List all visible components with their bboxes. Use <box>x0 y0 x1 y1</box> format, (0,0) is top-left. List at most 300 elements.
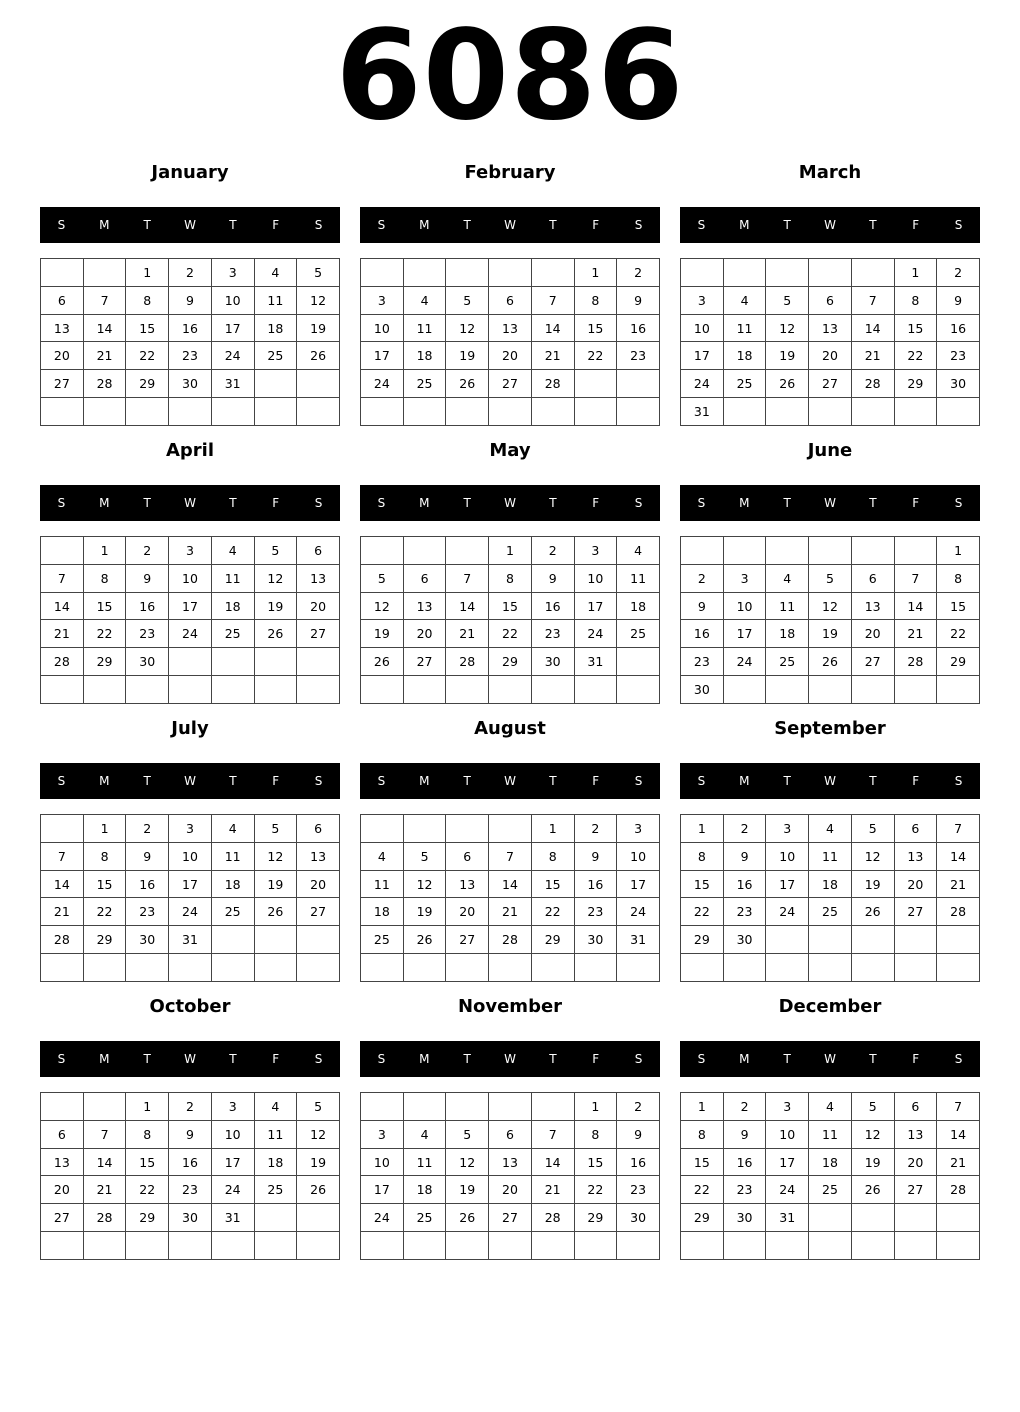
day-cell: 10 <box>766 842 809 870</box>
day-cell: 26 <box>851 898 894 926</box>
day-cell: 12 <box>254 564 297 592</box>
week-row <box>681 620 980 648</box>
week-row <box>41 342 340 370</box>
day-cell: 7 <box>489 842 532 870</box>
day-cell: 26 <box>297 342 340 370</box>
weekday-label: W <box>504 218 516 232</box>
day-cell: 2 <box>723 815 766 843</box>
week-row <box>361 592 660 620</box>
day-cell <box>361 954 404 982</box>
day-cell <box>403 259 446 287</box>
day-cell: 28 <box>83 370 126 398</box>
day-cell <box>169 1232 212 1260</box>
weekday-label: W <box>184 218 196 232</box>
day-cell: 6 <box>403 564 446 592</box>
day-cell: 23 <box>617 342 660 370</box>
week-row <box>41 1204 340 1232</box>
month-name: January <box>151 162 229 183</box>
day-cell <box>297 1232 340 1260</box>
day-cell: 14 <box>851 314 894 342</box>
day-cell: 31 <box>766 1204 809 1232</box>
day-cell: 16 <box>169 1148 212 1176</box>
weekday-label: M <box>739 496 750 510</box>
day-cell: 22 <box>681 898 724 926</box>
day-cell: 15 <box>937 592 980 620</box>
day-cell: 9 <box>937 286 980 314</box>
day-cell <box>531 954 574 982</box>
day-cell: 18 <box>766 620 809 648</box>
day-cell: 16 <box>937 314 980 342</box>
weekday-label: T <box>869 1052 877 1066</box>
day-cell: 28 <box>531 370 574 398</box>
weekday-label: T <box>463 774 471 788</box>
day-cell: 24 <box>766 1176 809 1204</box>
day-cell: 10 <box>681 314 724 342</box>
week-row <box>41 815 340 843</box>
weekday-label: S <box>954 496 963 510</box>
weekday-label: F <box>272 218 280 232</box>
weekday-label: S <box>697 218 706 232</box>
day-cell: 11 <box>361 870 404 898</box>
day-cell: 2 <box>617 1093 660 1121</box>
day-cell: 8 <box>489 564 532 592</box>
day-cell: 20 <box>41 342 84 370</box>
day-cell: 28 <box>851 370 894 398</box>
day-cell: 10 <box>211 1120 254 1148</box>
day-cell: 9 <box>617 1120 660 1148</box>
day-cell <box>361 537 404 565</box>
day-cell <box>617 676 660 704</box>
day-cell: 6 <box>894 1093 937 1121</box>
day-cell: 3 <box>361 286 404 314</box>
week-row <box>681 370 980 398</box>
day-cell: 19 <box>446 342 489 370</box>
weekday-header <box>680 485 980 521</box>
month-september <box>680 718 980 988</box>
week-row <box>681 648 980 676</box>
day-cell: 30 <box>723 1204 766 1232</box>
day-cell: 30 <box>126 648 169 676</box>
day-cell <box>809 1232 852 1260</box>
day-cell: 11 <box>403 1148 446 1176</box>
day-cell: 3 <box>169 815 212 843</box>
day-cell <box>894 676 937 704</box>
month-april <box>40 440 340 710</box>
day-cell: 4 <box>723 286 766 314</box>
month-name: March <box>798 162 862 183</box>
day-cell <box>403 954 446 982</box>
day-cell <box>126 1232 169 1260</box>
day-cell: 5 <box>446 286 489 314</box>
weekday-label: T <box>463 1052 471 1066</box>
weekday-label: W <box>504 1052 516 1066</box>
day-cell: 29 <box>681 1204 724 1232</box>
day-cell: 21 <box>83 1176 126 1204</box>
day-cell <box>894 954 937 982</box>
day-cell: 2 <box>126 537 169 565</box>
day-cell: 2 <box>169 1093 212 1121</box>
day-cell: 21 <box>446 620 489 648</box>
day-cell: 19 <box>297 1148 340 1176</box>
day-cell: 13 <box>809 314 852 342</box>
day-cell <box>574 676 617 704</box>
day-cell <box>489 954 532 982</box>
week-row <box>361 398 660 426</box>
day-cell <box>766 537 809 565</box>
day-cell <box>83 1093 126 1121</box>
weekday-label: S <box>57 774 66 788</box>
day-cell: 22 <box>574 1176 617 1204</box>
week-row <box>41 676 340 704</box>
day-cell <box>41 815 84 843</box>
day-cell: 18 <box>617 592 660 620</box>
day-cell: 13 <box>297 564 340 592</box>
day-cell <box>126 954 169 982</box>
weekday-label: W <box>824 218 836 232</box>
day-cell <box>211 648 254 676</box>
weekday-label: S <box>377 1052 386 1066</box>
day-cell: 2 <box>531 537 574 565</box>
day-cell: 11 <box>254 286 297 314</box>
day-cell: 25 <box>254 342 297 370</box>
day-cell <box>894 926 937 954</box>
day-cell: 27 <box>489 370 532 398</box>
day-cell: 28 <box>937 898 980 926</box>
day-cell: 10 <box>361 314 404 342</box>
week-row <box>681 898 980 926</box>
day-cell: 10 <box>766 1120 809 1148</box>
day-cell <box>169 676 212 704</box>
weekday-label: T <box>229 1052 237 1066</box>
day-cell: 7 <box>531 1120 574 1148</box>
day-cell <box>211 1232 254 1260</box>
day-cell: 27 <box>809 370 852 398</box>
weekday-label: S <box>697 774 706 788</box>
day-cell <box>361 398 404 426</box>
week-row <box>41 286 340 314</box>
day-cell: 14 <box>41 870 84 898</box>
day-cell: 10 <box>169 842 212 870</box>
day-cell <box>809 398 852 426</box>
day-cell: 13 <box>446 870 489 898</box>
day-cell: 27 <box>446 926 489 954</box>
day-cell: 6 <box>809 286 852 314</box>
month-name: June <box>807 440 853 461</box>
day-cell: 20 <box>403 620 446 648</box>
day-cell: 30 <box>531 648 574 676</box>
weekday-label: W <box>504 496 516 510</box>
day-cell: 15 <box>83 870 126 898</box>
day-cell <box>809 926 852 954</box>
day-cell: 14 <box>894 592 937 620</box>
day-cell: 13 <box>41 1148 84 1176</box>
day-cell: 9 <box>169 286 212 314</box>
day-cell: 14 <box>531 314 574 342</box>
day-cell: 12 <box>297 1120 340 1148</box>
month-june <box>680 440 980 710</box>
day-cell: 11 <box>766 592 809 620</box>
day-cell: 14 <box>531 1148 574 1176</box>
day-cell <box>937 398 980 426</box>
weekday-label: S <box>634 218 643 232</box>
day-grid <box>680 258 980 426</box>
day-cell <box>681 954 724 982</box>
day-cell <box>681 537 724 565</box>
day-cell: 15 <box>681 1148 724 1176</box>
month-august <box>360 718 660 988</box>
weekday-label: T <box>869 218 877 232</box>
day-cell: 3 <box>766 815 809 843</box>
day-cell: 3 <box>169 537 212 565</box>
day-cell: 16 <box>723 870 766 898</box>
day-cell: 17 <box>169 592 212 620</box>
day-cell: 29 <box>83 926 126 954</box>
day-cell: 12 <box>297 286 340 314</box>
weekday-label: T <box>783 774 791 788</box>
day-cell: 4 <box>809 815 852 843</box>
week-row <box>361 259 660 287</box>
weekday-label: M <box>739 774 750 788</box>
day-cell: 7 <box>41 564 84 592</box>
weekday-label: W <box>184 774 196 788</box>
day-cell: 20 <box>894 1148 937 1176</box>
week-row <box>361 314 660 342</box>
day-cell: 6 <box>851 564 894 592</box>
day-cell <box>894 398 937 426</box>
weekday-label: S <box>634 496 643 510</box>
day-cell: 1 <box>489 537 532 565</box>
day-cell: 13 <box>489 314 532 342</box>
day-cell <box>297 954 340 982</box>
day-cell: 21 <box>41 898 84 926</box>
day-cell: 6 <box>41 286 84 314</box>
day-cell: 17 <box>361 342 404 370</box>
day-cell <box>937 1204 980 1232</box>
day-cell <box>446 676 489 704</box>
day-cell: 3 <box>211 259 254 287</box>
weekday-label: M <box>99 774 110 788</box>
day-grid <box>40 536 340 704</box>
day-cell <box>211 676 254 704</box>
day-cell: 6 <box>446 842 489 870</box>
day-cell: 14 <box>83 314 126 342</box>
day-cell <box>489 398 532 426</box>
day-cell: 21 <box>531 1176 574 1204</box>
day-cell: 15 <box>574 1148 617 1176</box>
weekday-label: T <box>463 496 471 510</box>
day-cell: 6 <box>894 815 937 843</box>
weekday-label: S <box>634 1052 643 1066</box>
month-july <box>40 718 340 988</box>
weekday-label: T <box>229 774 237 788</box>
weekday-label: T <box>549 1052 557 1066</box>
day-cell <box>403 1093 446 1121</box>
day-cell: 17 <box>766 1148 809 1176</box>
day-cell: 23 <box>723 1176 766 1204</box>
weekday-label: T <box>463 218 471 232</box>
day-cell: 16 <box>531 592 574 620</box>
weekday-label: M <box>99 218 110 232</box>
day-cell <box>254 370 297 398</box>
day-cell: 7 <box>83 1120 126 1148</box>
day-cell <box>531 1093 574 1121</box>
day-cell: 24 <box>681 370 724 398</box>
day-cell: 29 <box>894 370 937 398</box>
day-cell: 12 <box>403 870 446 898</box>
weekday-label: W <box>184 496 196 510</box>
week-row <box>681 314 980 342</box>
day-cell: 10 <box>574 564 617 592</box>
week-row <box>41 926 340 954</box>
day-cell: 15 <box>126 1148 169 1176</box>
day-cell: 30 <box>169 370 212 398</box>
month-name: August <box>474 718 546 739</box>
weekday-label: M <box>419 218 430 232</box>
day-cell <box>297 398 340 426</box>
day-cell: 1 <box>531 815 574 843</box>
day-cell: 8 <box>126 1120 169 1148</box>
day-cell: 15 <box>894 314 937 342</box>
week-row <box>41 564 340 592</box>
day-cell: 27 <box>489 1204 532 1232</box>
day-cell: 21 <box>41 620 84 648</box>
day-cell <box>446 1093 489 1121</box>
day-cell: 8 <box>83 564 126 592</box>
day-cell <box>489 676 532 704</box>
day-cell: 8 <box>894 286 937 314</box>
day-cell: 8 <box>574 1120 617 1148</box>
day-cell <box>723 1232 766 1260</box>
week-row <box>361 1176 660 1204</box>
day-cell: 6 <box>297 537 340 565</box>
day-cell: 17 <box>574 592 617 620</box>
week-row <box>361 926 660 954</box>
day-cell: 1 <box>126 259 169 287</box>
weekday-label: S <box>954 1052 963 1066</box>
week-row <box>681 564 980 592</box>
day-cell: 30 <box>723 926 766 954</box>
weekday-label: S <box>697 1052 706 1066</box>
day-cell: 21 <box>937 1148 980 1176</box>
day-cell <box>851 259 894 287</box>
day-cell <box>83 676 126 704</box>
day-cell: 5 <box>446 1120 489 1148</box>
weekday-label: T <box>143 218 151 232</box>
day-cell: 31 <box>169 926 212 954</box>
day-cell: 25 <box>403 1204 446 1232</box>
day-cell: 18 <box>809 1148 852 1176</box>
day-cell: 12 <box>851 1120 894 1148</box>
day-cell: 20 <box>894 870 937 898</box>
weekday-header <box>360 485 660 521</box>
day-cell <box>361 676 404 704</box>
day-cell: 26 <box>254 898 297 926</box>
day-cell: 12 <box>254 842 297 870</box>
day-cell: 29 <box>126 370 169 398</box>
day-cell: 26 <box>361 648 404 676</box>
day-cell: 15 <box>126 314 169 342</box>
day-cell <box>254 648 297 676</box>
weekday-label: T <box>783 1052 791 1066</box>
day-grid <box>40 814 340 982</box>
day-cell: 20 <box>297 592 340 620</box>
month-name: December <box>778 996 882 1017</box>
day-cell <box>361 1232 404 1260</box>
week-row <box>361 954 660 982</box>
week-row <box>361 342 660 370</box>
day-cell: 17 <box>766 870 809 898</box>
day-cell: 20 <box>851 620 894 648</box>
week-row <box>681 1093 980 1121</box>
day-cell: 19 <box>851 1148 894 1176</box>
day-cell <box>531 398 574 426</box>
weekday-label: F <box>272 1052 280 1066</box>
day-cell <box>403 815 446 843</box>
day-cell: 15 <box>489 592 532 620</box>
weekday-header <box>680 207 980 243</box>
day-cell: 1 <box>126 1093 169 1121</box>
day-cell: 29 <box>574 1204 617 1232</box>
weekday-label: T <box>143 774 151 788</box>
weekday-label: W <box>824 496 836 510</box>
day-cell <box>766 676 809 704</box>
day-cell: 2 <box>617 259 660 287</box>
week-row <box>41 537 340 565</box>
day-cell: 28 <box>531 1204 574 1232</box>
day-cell <box>531 259 574 287</box>
weekday-label: T <box>229 218 237 232</box>
week-row <box>681 842 980 870</box>
week-row <box>361 842 660 870</box>
day-cell: 12 <box>446 314 489 342</box>
weekday-label: S <box>377 218 386 232</box>
day-grid <box>360 814 660 982</box>
week-row <box>361 1093 660 1121</box>
weekday-label: S <box>314 496 323 510</box>
day-cell: 26 <box>809 648 852 676</box>
day-cell <box>851 676 894 704</box>
day-cell: 26 <box>851 1176 894 1204</box>
week-row <box>41 870 340 898</box>
day-cell: 8 <box>126 286 169 314</box>
day-cell: 9 <box>531 564 574 592</box>
day-cell: 25 <box>211 620 254 648</box>
day-cell: 18 <box>211 592 254 620</box>
day-cell: 21 <box>937 870 980 898</box>
day-cell <box>809 537 852 565</box>
day-cell: 22 <box>894 342 937 370</box>
day-cell: 20 <box>446 898 489 926</box>
day-cell <box>851 926 894 954</box>
weekday-label: S <box>954 218 963 232</box>
month-november <box>360 996 660 1266</box>
day-cell: 28 <box>83 1204 126 1232</box>
weekday-header <box>40 1041 340 1077</box>
week-row <box>681 815 980 843</box>
month-name: May <box>489 440 531 461</box>
week-row <box>681 592 980 620</box>
day-cell: 18 <box>723 342 766 370</box>
day-cell: 24 <box>361 1204 404 1232</box>
day-cell: 23 <box>169 342 212 370</box>
day-cell: 3 <box>723 564 766 592</box>
day-cell: 19 <box>851 870 894 898</box>
week-row <box>41 842 340 870</box>
day-grid <box>680 814 980 982</box>
week-row <box>41 592 340 620</box>
day-cell: 1 <box>894 259 937 287</box>
day-cell: 20 <box>489 342 532 370</box>
